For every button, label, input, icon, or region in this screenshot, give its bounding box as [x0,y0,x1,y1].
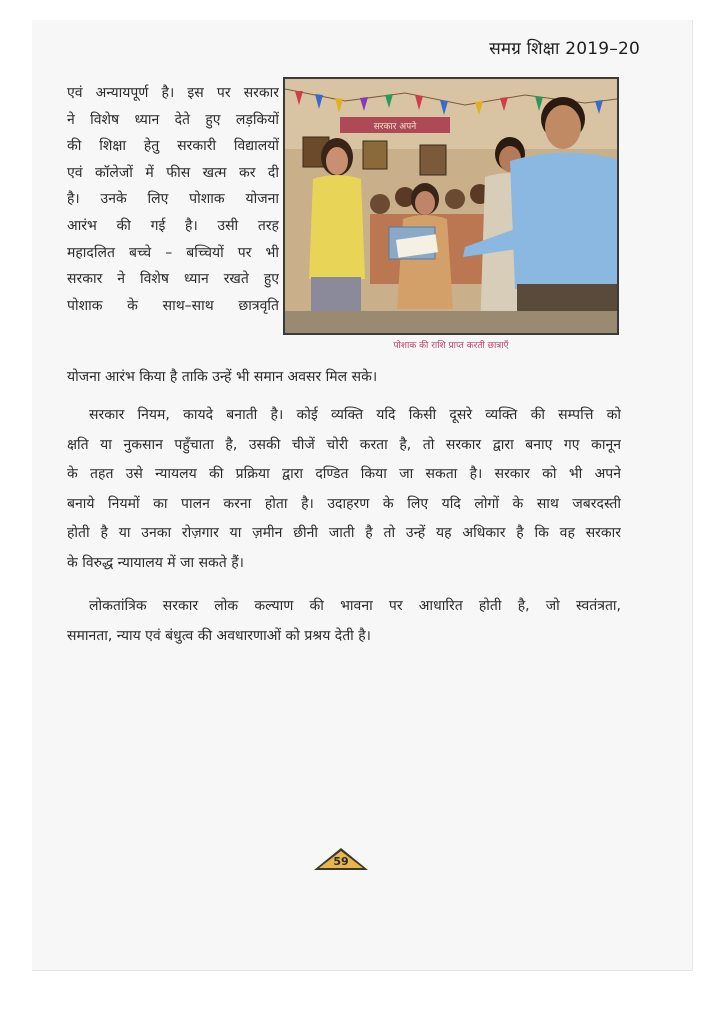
photo-scene [285,79,617,333]
text-line: एवं अन्यायपूर्ण है। इस पर सरकार [67,85,279,101]
text-line: की शिक्षा हेतु सरकारी विद्यालयों [67,138,279,155]
text-line: के विरुद्ध न्यायालय में जा सकते हैं। [67,554,244,571]
text-line: महादलित बच्चे – बच्चियों पर भी [67,244,279,261]
text-line: बनाये नियमों का पालन करना होता है। उदाहरण के लिए यदि लोगों के साथ जबरदस्ती [67,495,621,512]
text-line: होती है या उनका रोज़गार या ज़मीन छीनी जाती है तो उन्हें यह अधिकार है कि वह सरकार [67,525,621,541]
text-line: है। उनके लिए पोशाक योजना [67,191,279,208]
text-line: के तहत उसे न्यायलय की प्रक्रिया द्वारा दण्डित किया जा सकता है। सरकार को भी अपने [67,466,621,482]
photo-caption: पोशाक की राशि प्राप्त करती छात्राएँ [393,341,509,351]
text-line: सरकार नियम, कायदे बनाती है। कोई व्यक्ति यदि किसी दूसरे व्यक्ति की सम्पत्ति को [89,407,621,423]
text-line: लोकतांत्रिक सरकार लोक कल्याण की भावना पर आधारित होती है, जो स्वतंत्रता, [89,598,621,614]
illustration-photo [283,77,619,335]
text-line: एवं कॉलेजों में फीस खत्म कर दी [67,164,279,181]
running-header: समग्र शिक्षा 2019–20 [489,39,640,59]
photo-banner-text: सरकार अपने [373,122,417,132]
text-line: पोशाक के साथ–साथ छात्रवृति [67,297,279,314]
page-number: 59 [333,855,349,868]
text-line: क्षति या नुकसान पहुँचाता है, उसकी चीजें चोरी करता है, तो सरकार द्वारा बनाए गए कानून [67,436,621,453]
text-line: योजना आरंभ किया है ताकि उन्हें भी समान अवसर मिल सके। [67,369,378,385]
text-line: आरंभ की गई है। उसी तरह [67,217,279,234]
paragraph-3 [67,592,621,651]
paragraph-2 [67,401,621,578]
text-line: सरकार ने विशेष ध्यान रखते हुए [67,271,279,288]
intro-paragraph [67,80,279,319]
text-line: समानता, न्याय एवं बंधुत्व की अवधारणाओं को प्रश्रय देती है। [67,627,371,644]
page-number-badge [312,846,370,872]
intro-paragraph-end [67,367,621,394]
text-line: ने विशेष ध्यान देते हुए लड़कियों [67,111,279,128]
